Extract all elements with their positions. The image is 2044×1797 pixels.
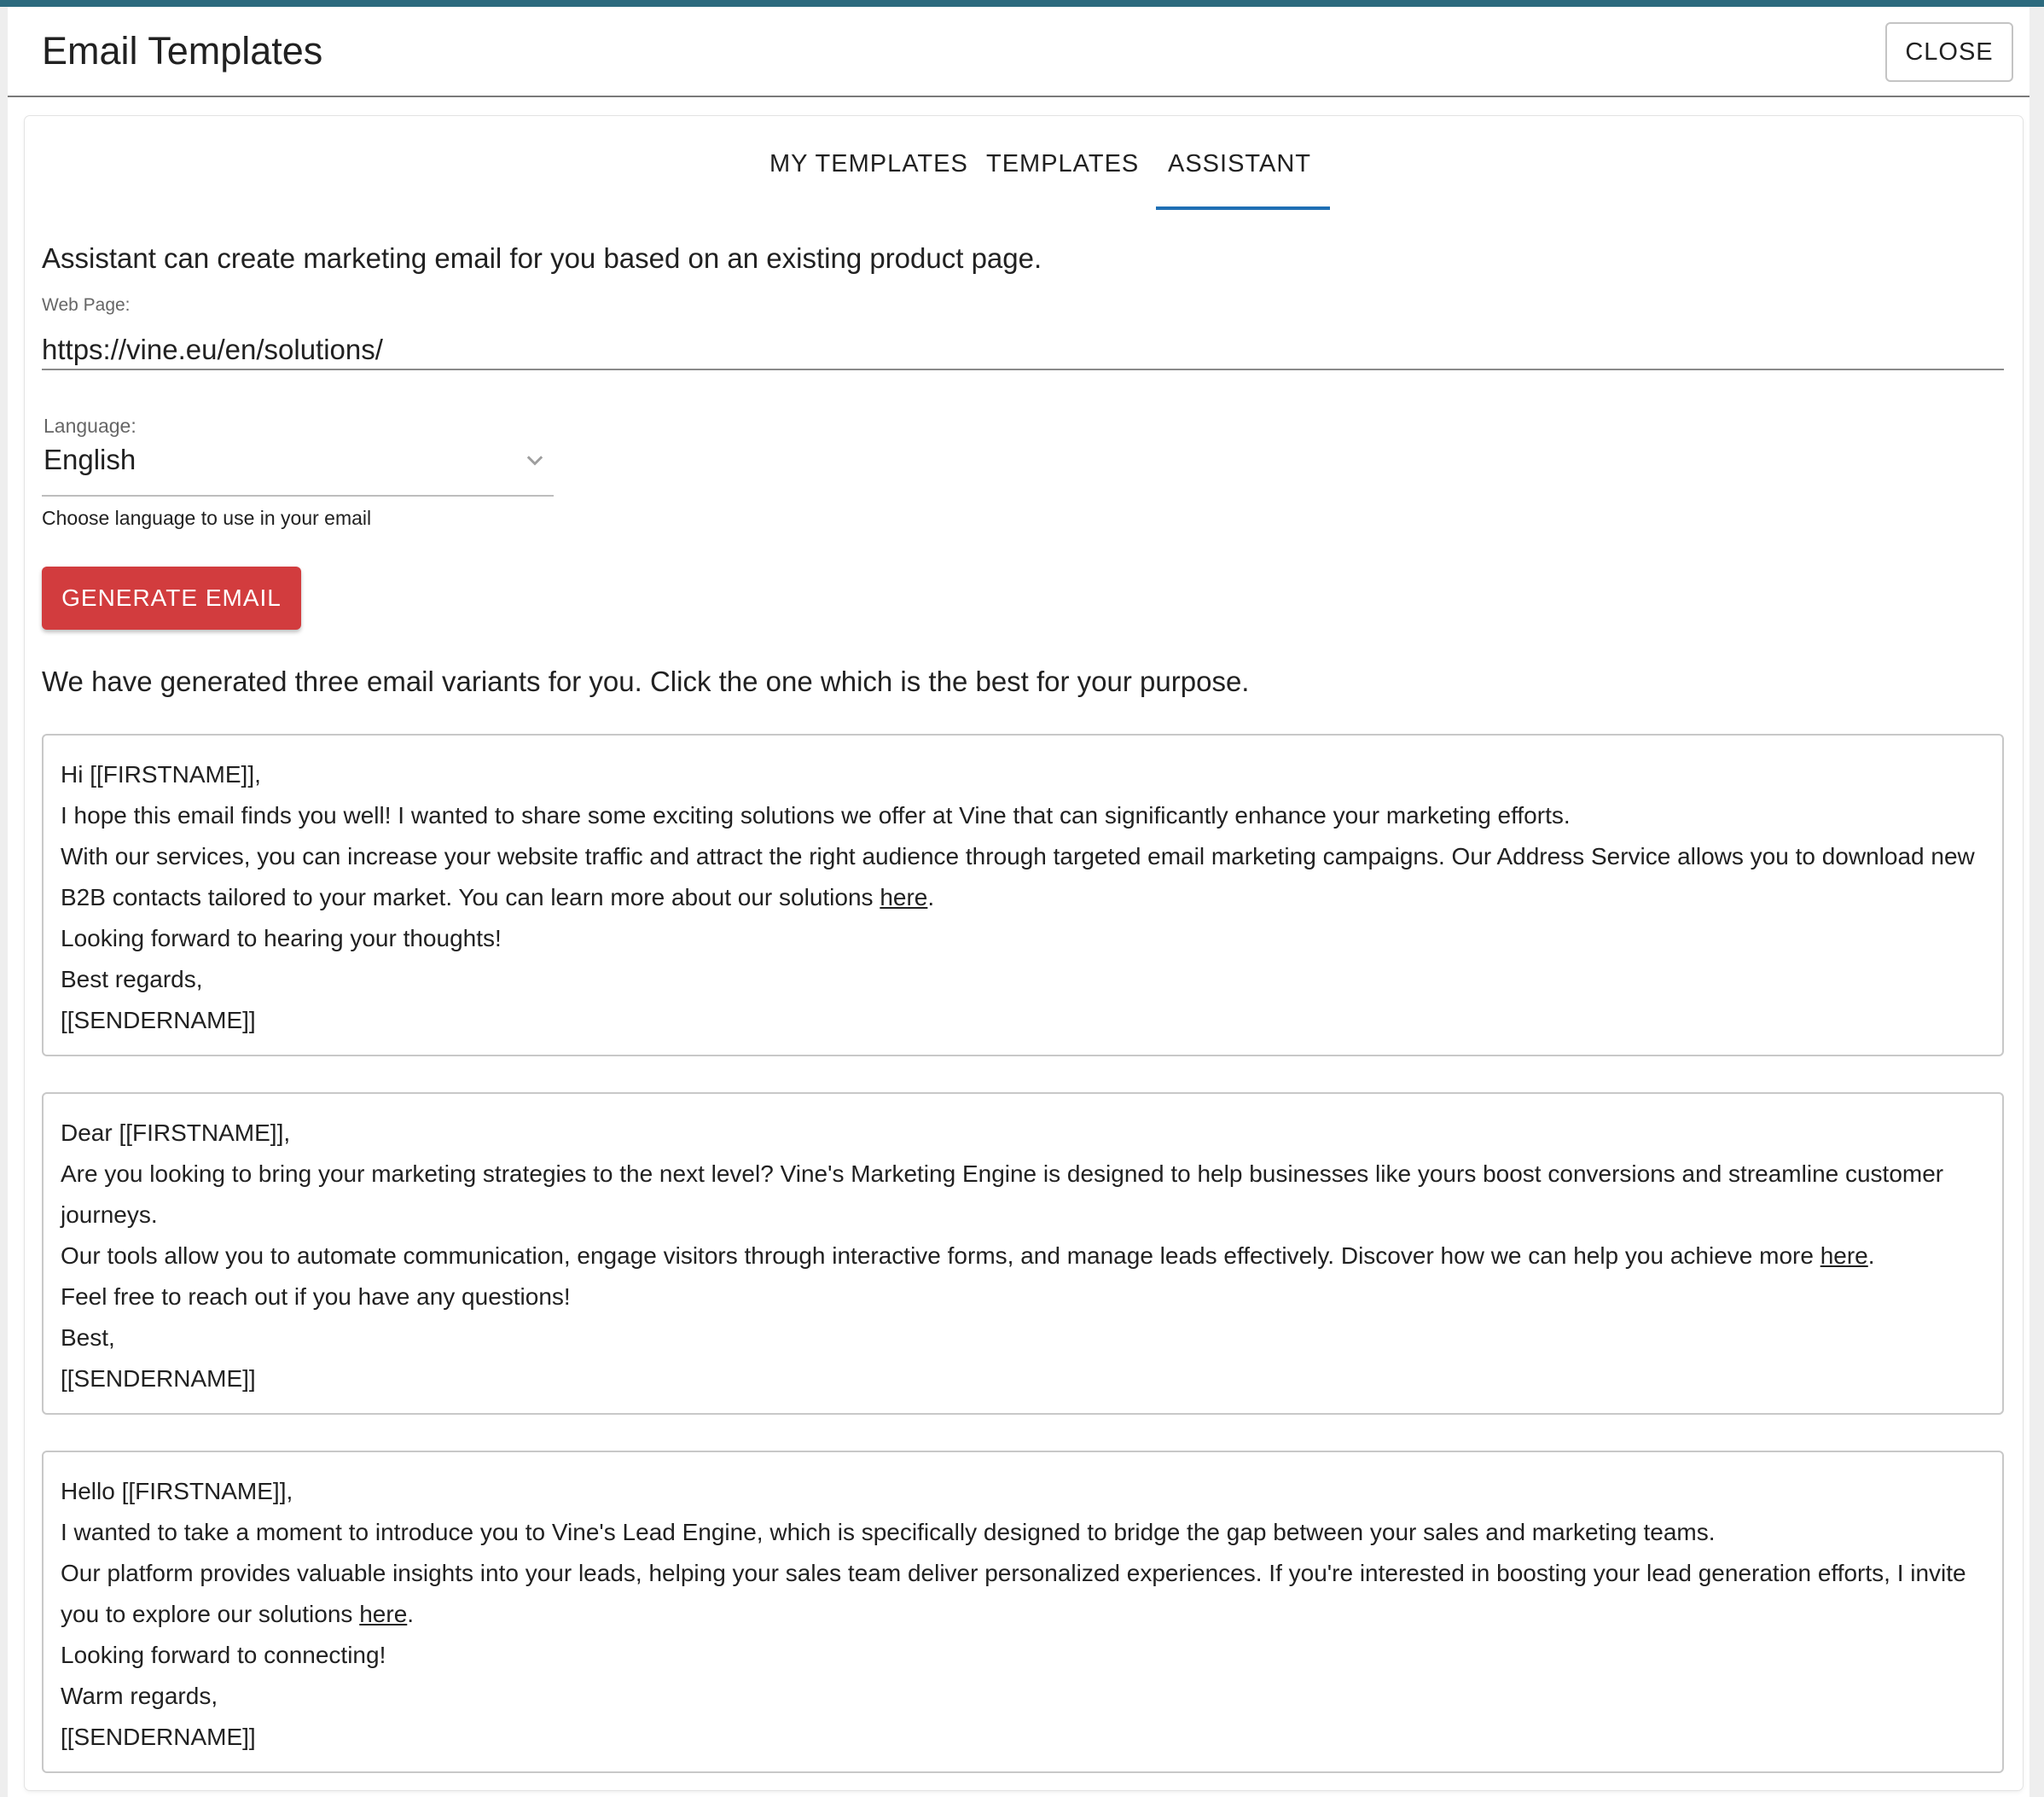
variant-greeting: Hi [[FIRSTNAME]], (61, 761, 261, 788)
generate-email-button[interactable]: GENERATE EMAIL (42, 567, 301, 630)
language-hint: Choose language to use in your email (42, 507, 372, 529)
variant-sender: [[SENDERNAME]] (61, 1724, 256, 1750)
variant-greeting: Hello [[FIRSTNAME]], (61, 1478, 293, 1504)
dialog-header (8, 7, 2029, 97)
variant-line: I wanted to take a moment to introduce you to Vine's Lead Engine, which is specifically designed to bridge the gap between your sales and marketing teams. (61, 1519, 1716, 1545)
language-selected-value: English (44, 444, 136, 475)
tab-bar (25, 150, 2023, 212)
assistant-intro: Assistant can create marketing email for you based on an existing product page. (42, 242, 1042, 274)
generated-note: We have generated three email variants for you. Click the one which is the best for your purpose. (42, 666, 1250, 697)
here-link[interactable]: here (1820, 1242, 1868, 1269)
email-templates-dialog (8, 7, 2029, 1797)
web-page-label: Web Page: (42, 295, 131, 315)
language-select[interactable] (42, 444, 554, 497)
email-variant-2[interactable] (42, 1092, 2004, 1415)
chevron-down-icon (523, 449, 547, 473)
close-button[interactable]: CLOSE (1885, 22, 2013, 82)
tab-templates[interactable]: TEMPLATES (986, 150, 1140, 177)
variant-sender: [[SENDERNAME]] (61, 1365, 256, 1392)
variant-signoff: Warm regards, (61, 1683, 218, 1709)
email-variant-1[interactable] (42, 734, 2004, 1056)
here-link[interactable]: here (880, 884, 928, 910)
variant-line: I hope this email finds you well! I wanted to share some exciting solutions we offer at Vine that can significantly enhance your marketing efforts. (61, 802, 1571, 829)
email-variant-3[interactable] (42, 1451, 2004, 1773)
here-link[interactable]: here (359, 1601, 408, 1627)
active-tab-indicator (1156, 206, 1330, 210)
variant-line: Are you looking to bring your marketing strategies to the next level? Vine's Marketing Engine is designed to help businesses like yours boost conversions and streamline customer journeys. (61, 1160, 1944, 1228)
variant-line: Our platform provides valuable insights into your leads, helping your sales team deliver personalized experiences. If you're interested in boosting your lead generation efforts, I invite you to explore our solutions here. (61, 1560, 1966, 1627)
variant-line: With our services, you can increase your website traffic and attract the right audience through targeted email marketing campaigns. Our Address Service allows you to download new B2B contacts tailored to your market. You can learn more about our solutions here. (61, 843, 1975, 910)
variant-line: Looking forward to hearing your thoughts! (61, 925, 502, 951)
language-label: Language: (44, 415, 136, 437)
variant-greeting: Dear [[FIRSTNAME]], (61, 1119, 291, 1146)
variant-line: Our tools allow you to automate communication, engage visitors through interactive forms, and manage leads effectively. Discover how we can help you achieve more here. (61, 1242, 1875, 1269)
variant-signoff: Best regards, (61, 966, 203, 992)
variant-sender: [[SENDERNAME]] (61, 1007, 256, 1033)
tab-assistant[interactable]: ASSISTANT (1168, 150, 1311, 177)
dialog-content (25, 116, 2023, 1790)
web-page-input[interactable] (42, 331, 2004, 370)
variant-line: Looking forward to connecting! (61, 1642, 386, 1668)
variant-line: Feel free to reach out if you have any questions! (61, 1283, 571, 1310)
variant-signoff: Best, (61, 1324, 115, 1351)
dialog-title: Email Templates (42, 29, 323, 73)
window-top-border (0, 0, 2044, 7)
tab-my-templates[interactable]: MY TEMPLATES (769, 150, 968, 177)
